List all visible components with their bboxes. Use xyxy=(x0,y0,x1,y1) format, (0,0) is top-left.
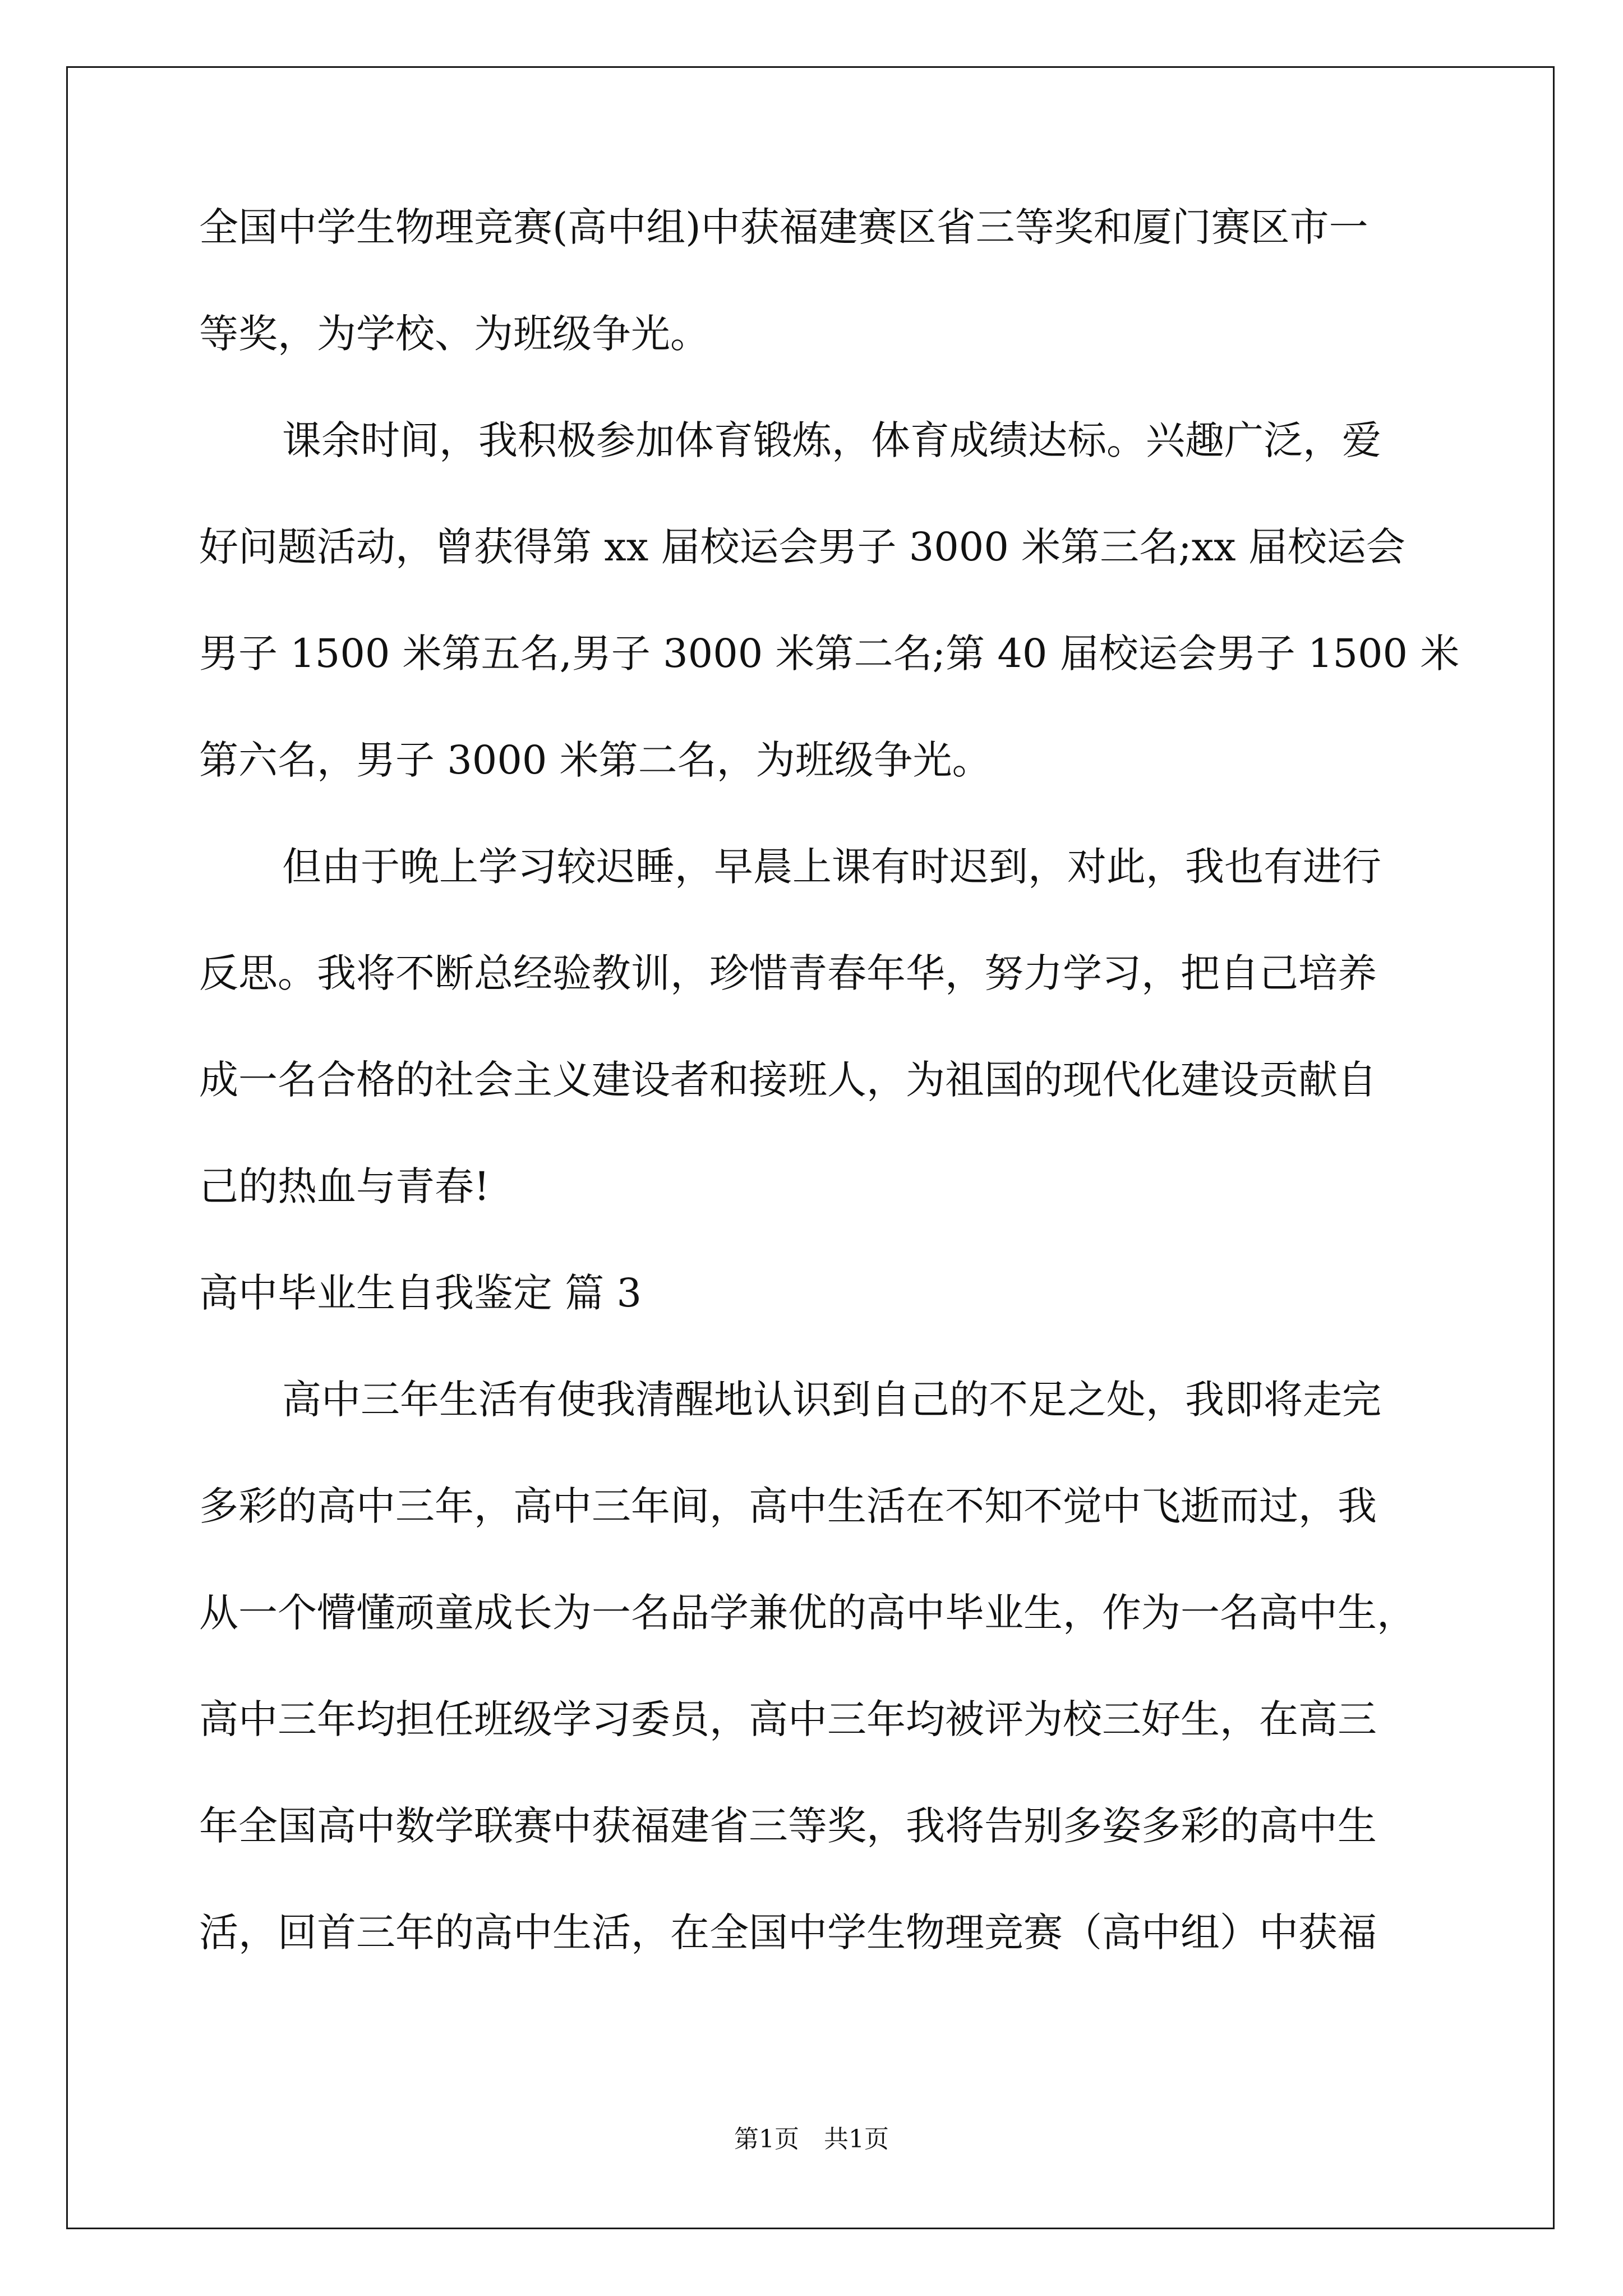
text-line: 己的热血与青春! xyxy=(199,1163,490,1209)
page-footer: 第1页 共1页 xyxy=(734,2125,889,2154)
text-line: 课余时间，我积极参加体育锻炼，体育成绩达标。兴趣广泛，爱 xyxy=(282,417,1381,463)
text-line: 第六名，男子 3000 米第二名，为班级争光。 xyxy=(199,737,992,783)
text-line: 年全国高中数学联赛中获福建省三等奖，我将告别多姿多彩的高中生 xyxy=(199,1803,1377,1849)
text-line: 成一名合格的社会主义建设者和接班人，为祖国的现代化建设贡献自 xyxy=(199,1057,1377,1103)
text-line: 但由于晚上学习较迟睡，早晨上课有时迟到，对此，我也有进行 xyxy=(282,844,1381,890)
text-line: 好问题活动，曾获得第 xx 届校运会男子 3000 米第三名;xx 届校运会 xyxy=(199,524,1405,570)
text-line: 全国中学生物理竞赛(高中组)中获福建赛区省三等奖和厦门赛区市一 xyxy=(199,204,1368,250)
text-line: 反思。我将不断总经验教训，珍惜青春年华，努力学习，把自己培养 xyxy=(199,950,1377,996)
text-line: 高中三年生活有使我清醒地认识到自己的不足之处，我即将走完 xyxy=(282,1377,1381,1423)
text-line: 男子 1500 米第五名,男子 3000 米第二名;第 40 届校运会男子 1500 米 xyxy=(199,631,1460,677)
text-line: 从一个懵懂顽童成长为一名品学兼优的高中毕业生，作为一名高中生， xyxy=(199,1590,1416,1636)
text-line: 等奖，为学校、为班级争光。 xyxy=(199,311,709,357)
text-line: 高中三年均担任班级学习委员，高中三年均被评为校三好生，在高三 xyxy=(199,1696,1377,1742)
page-border xyxy=(66,66,1555,2229)
text-line: 活，回首三年的高中生活，在全国中学生物理竞赛（高中组）中获福 xyxy=(199,1910,1377,1955)
text-line: 多彩的高中三年，高中三年间，高中生活在不知不觉中飞逝而过，我 xyxy=(199,1483,1377,1529)
section-heading: 高中毕业生自我鉴定 篇 3 xyxy=(199,1270,642,1316)
